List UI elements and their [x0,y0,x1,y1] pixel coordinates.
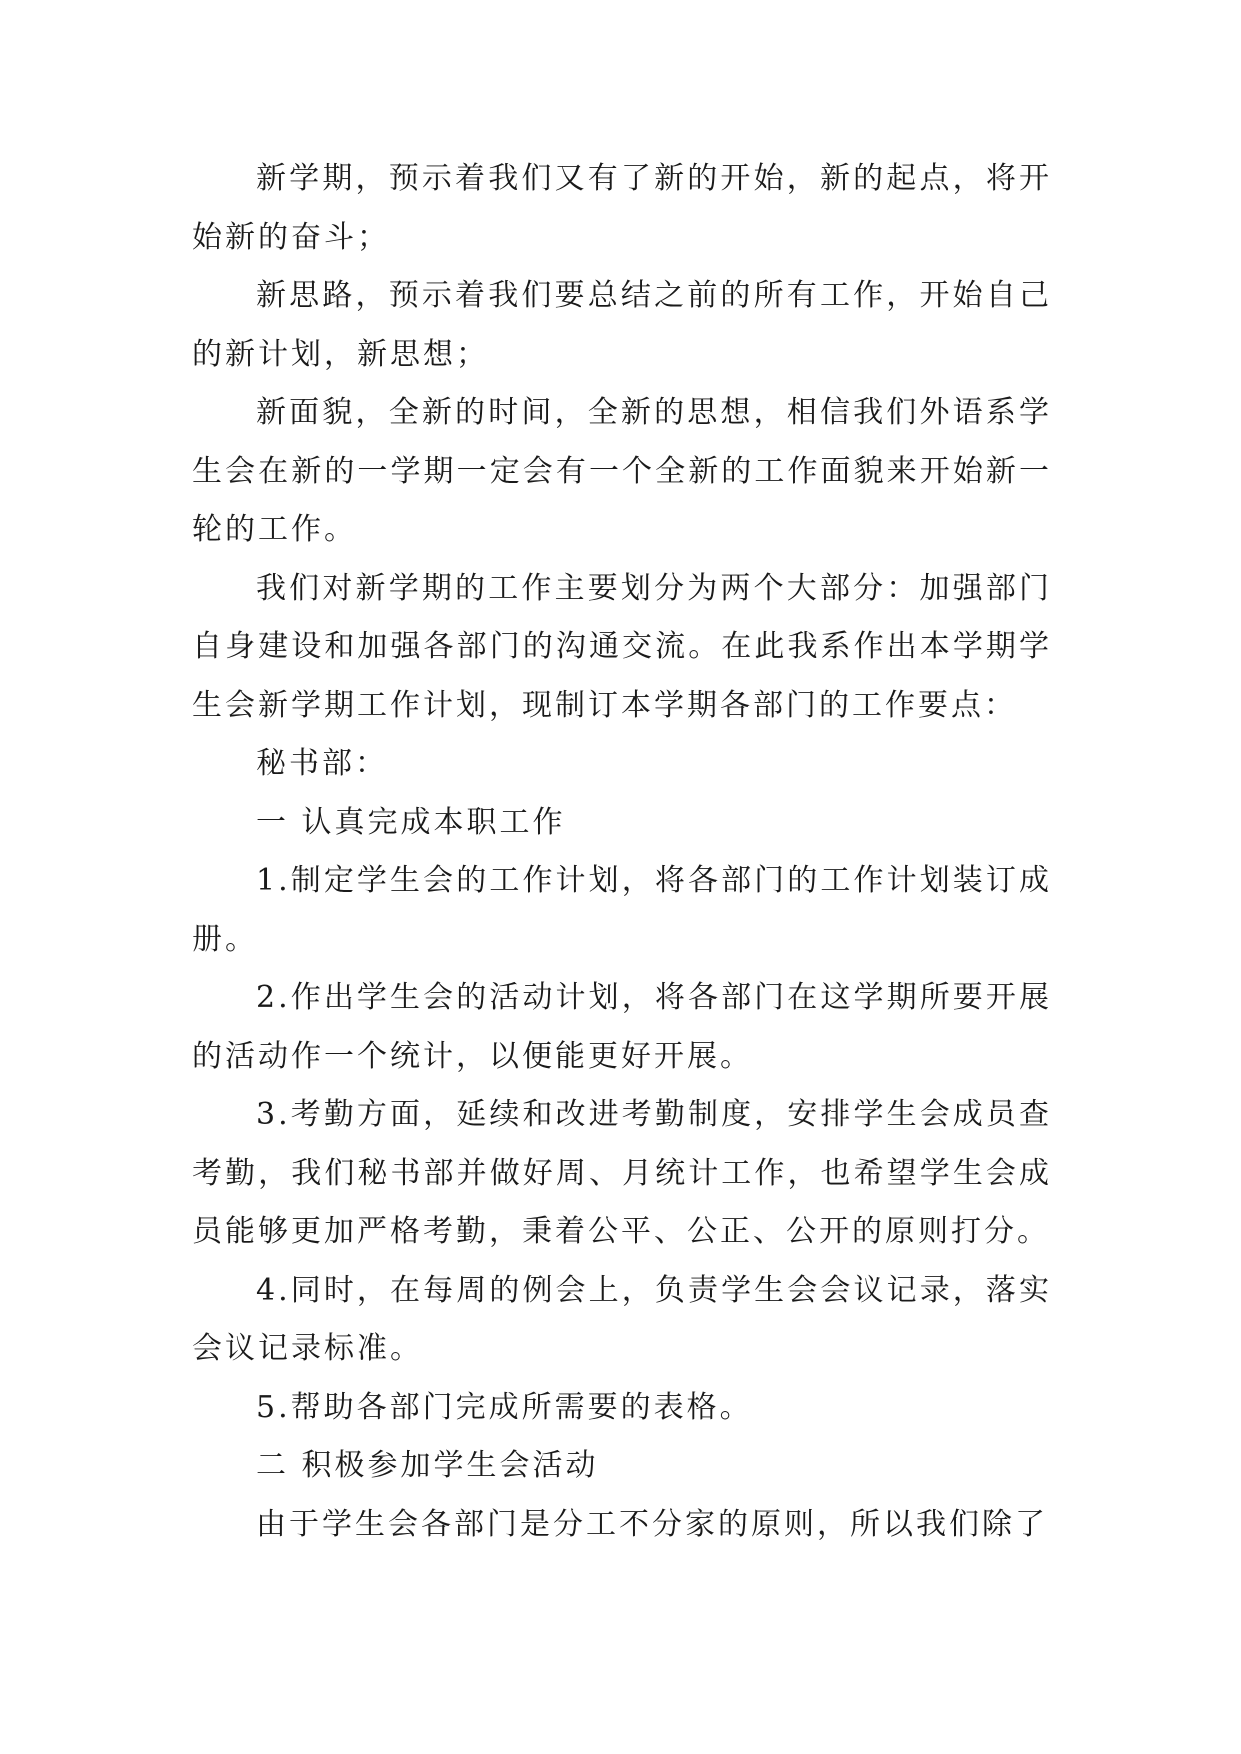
subheading-duties: 一 认真完成本职工作 [256,804,566,840]
list-item-4: 4.同时，在每周的例会上，负责学生会会议记录，落实会议记录标准。 [192,1272,1052,1366]
subheading-activities: 二 积极参加学生会活动 [256,1448,599,1483]
paragraph-new-thinking: 新思路，预示着我们要总结之前的所有工作，开始自己的新计划，新思想； [192,278,1052,372]
paragraph-new-appearance: 新面貌，全新的时间，全新的思想，相信我们外语系学生会在新的一学期一定会有一个全新的工作面貌来开始新一轮的工作。 [192,395,1052,547]
list-item-2: 2.作出学生会的活动计划，将各部门在这学期所要开展的活动作一个统计，以便能更好开展。 [192,980,1052,1074]
list-item-3: 3.考勤方面，延续和改进考勤制度，安排学生会成员查考勤，我们秘书部并做好周、月统计工作，也希望学生会成员能够更加严格考勤，秉着公平、公正、公开的原则打分。 [192,1097,1052,1249]
list-item-1: 1.制定学生会的工作计划，将各部门的工作计划装订成册。 [192,863,1052,957]
list-item-5: 5.帮助各部门完成所需要的表格。 [256,1389,753,1425]
paragraph-new-semester: 新学期，预示着我们又有了新的开始，新的起点，将开始新的奋斗； [192,161,1052,255]
document-body [192,150,1052,1554]
section-heading-secretariat: 秘书部： [256,746,388,781]
paragraph-work-division: 我们对新学期的工作主要划分为两个大部分：加强部门自身建设和加强各部门的沟通交流。在此我系作出本学期学生会新学期工作计划，现制订本学期各部门的工作要点： [192,570,1052,723]
paragraph-activities: 由于学生会各部门是分工不分家的原则，所以我们除了 [256,1506,1048,1542]
